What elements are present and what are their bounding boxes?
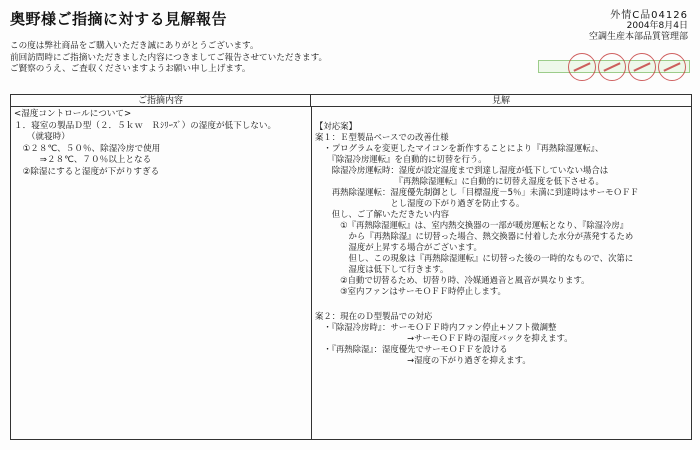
- intro-line: この度は弊社商品をご購入いただき誠にありがとうございます。: [10, 41, 259, 51]
- opinion-line: から『再熱除湿』に切替った場合、熱交換器に付着した水分が蒸発するため: [315, 231, 634, 241]
- opinion-line: ③室内ファンはサーモＯＦＦ時停止します。: [315, 286, 506, 296]
- opinion-line: 再熱除湿運転：湿度優先制御とし「目標湿度－5％」未満に到達時はサーモＯＦＦ: [315, 187, 639, 197]
- opinion-line: →湿度の下がり過ぎを抑えます。: [315, 355, 531, 365]
- opinion-line: とし湿度の下がり過ぎを防止する。: [315, 198, 525, 208]
- pointed-out-line: １．寝室の製品Ｄ型（２．５ｋｗ Ｒｼﾘｰｽﾞ）の湿度が低下しない。: [14, 120, 277, 131]
- pointed-out-line: （就寝時）: [14, 132, 70, 142]
- document-date: 2004年8月4日: [626, 21, 688, 31]
- column-divider: [311, 107, 312, 439]
- opinion-line: 案２：現在のＤ型製品での対応: [315, 311, 433, 321]
- pointed-out-content: [14, 109, 309, 178]
- pointed-out-line: ⇒２８℃、７０％以上となる: [14, 155, 152, 165]
- approval-stamp-icon: [568, 53, 596, 81]
- section-gap: [315, 297, 687, 311]
- document-number: 外情C品04126: [610, 10, 688, 21]
- opinion-line: 『除湿冷房運転』を自動的に切替を行う。: [315, 154, 487, 164]
- approval-stamp-icon: [598, 53, 626, 81]
- opinion-line: 除湿冷房運転時：湿度が設定湿度まで到達し湿度が低下していない場合は: [315, 165, 609, 175]
- document-meta: [589, 10, 688, 43]
- opinion-line: 但し、この現象は『再熱除湿運転』に切替った後の一時的なもので、次第に: [315, 253, 634, 263]
- header-opinion: 見解: [311, 95, 691, 107]
- opinion-line: 但し、ご了解いただきたい内容: [315, 209, 449, 219]
- approval-stamp-icon: [658, 53, 686, 81]
- intro-text: [10, 41, 327, 76]
- opinion-line: 湿度は低下して行きます。: [315, 264, 449, 274]
- report-title: 奥野様ご指摘に対する見解報告: [10, 10, 228, 28]
- approval-stamp-icon: [628, 53, 656, 81]
- opinion-line: 【対応案】: [315, 121, 357, 131]
- opinion-line: ①『再熱除湿運転』は、室内熱交換器の一部が暖房運転となり、『除湿冷房』: [315, 220, 629, 230]
- opinion-line: ・プログラムを変更したマイコンを新作することにより『再熱除湿運転』、: [315, 143, 604, 153]
- response-table: [10, 94, 692, 440]
- opinion-line: →サーモＯＦＦ時の湿度バックを抑えます。: [315, 333, 573, 343]
- pointed-out-line: <湿度コントロールについて>: [14, 109, 132, 119]
- stamp-row: [568, 53, 688, 81]
- department-name: 空調生産本部品質管理部: [588, 32, 688, 42]
- opinion-line: 案１：Ｅ型製品ベースでの改善仕様: [315, 132, 449, 142]
- opinion-line: ②自動で切替るため、切替り時、冷媒通過音と風音が異なります。: [315, 275, 590, 285]
- approval-stamps: [538, 53, 688, 81]
- opinion-content: [315, 121, 687, 366]
- opinion-line: ・『再熱除湿』：湿度優先でサーモＯＦＦを設ける: [315, 344, 508, 354]
- intro-line: ご賢察のうえ、ご査収くださいますようお願い申し上げます。: [10, 64, 251, 74]
- pointed-out-line: ①２８℃、５０％、除湿冷房で使用: [14, 143, 161, 154]
- opinion-line: 湿度が上昇する場合がございます。: [315, 242, 482, 252]
- opinion-line: ・『除湿冷房時』：サーモＯＦＦ時内ファン停止+ソフト微調整: [315, 322, 557, 332]
- opinion-line: 『再熱除湿運転』に自動的に切替え湿度を低下させる。: [315, 176, 604, 186]
- pointed-out-line: ②除湿にすると湿度が下がりすぎる: [14, 166, 160, 177]
- intro-line: 前回訪問時にご指摘いただきました内容につきましてご報告させていただきます。: [10, 52, 328, 63]
- header-pointed-out: ご指摘内容: [11, 95, 311, 107]
